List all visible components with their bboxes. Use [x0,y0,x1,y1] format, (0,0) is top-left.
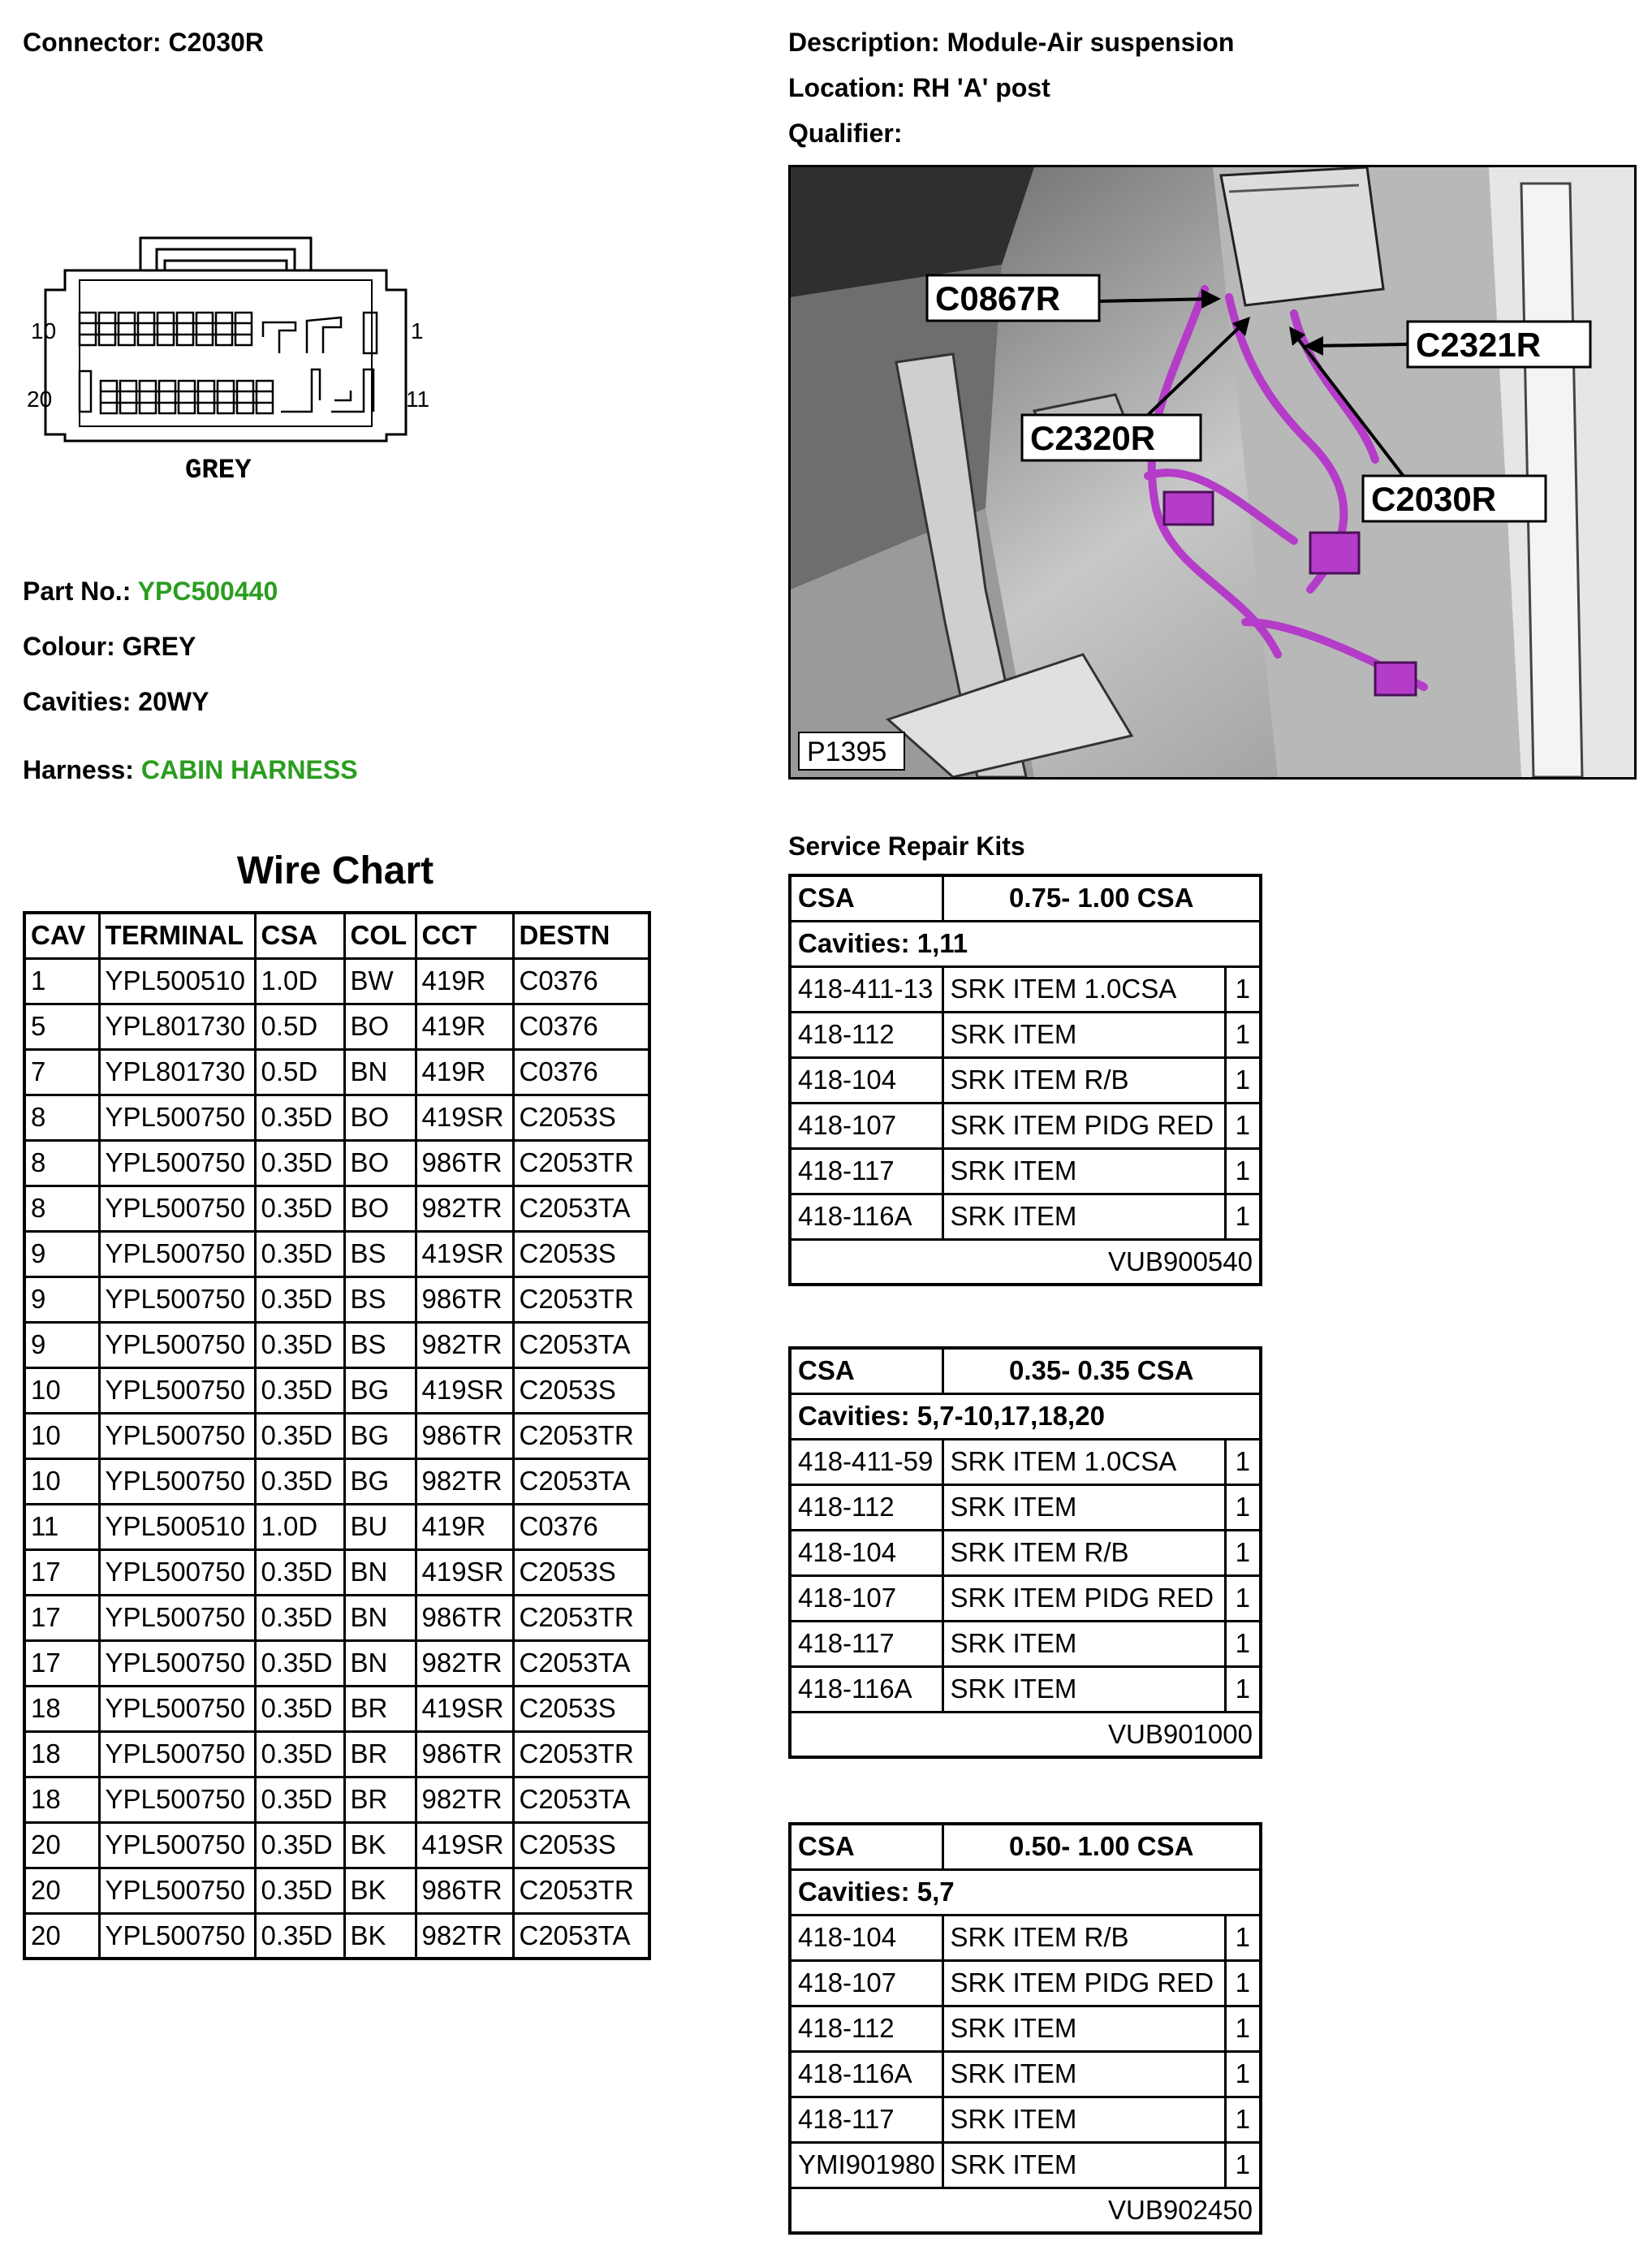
table-row [24,1549,649,1595]
kit-item-qty: 1 [1225,1194,1261,1239]
cell-cct: 419R [416,1504,513,1549]
cell-cav: 8 [24,1186,99,1231]
table-row [24,1777,649,1822]
cell-cav: 8 [24,1095,99,1140]
cell-cct: 419SR [416,1686,513,1731]
cell-cct: 419SR [416,1095,513,1140]
kit-item-qty: 1 [1225,1915,1261,1960]
callout-c2030r: C2030R [1371,480,1497,518]
cell-csa: 0.35D [255,1095,344,1140]
kit-item-qty: 1 [1225,1057,1261,1103]
list-item [790,1530,1261,1575]
cell-cct: 986TR [416,1413,513,1458]
wire-chart-header-row [24,913,649,958]
col-header-destn: DESTN [513,913,649,958]
list-item [790,1012,1261,1057]
cell-cct: 419SR [416,1549,513,1595]
kit-item-part: 418-411-13 [790,966,942,1012]
kit-item-part: 418-411-59 [790,1439,942,1484]
connector-value: C2030R [168,28,264,57]
kit-item-desc: SRK ITEM [942,2051,1225,2097]
cell-cct: 419R [416,958,513,1004]
cell-cct: 419R [416,1004,513,1049]
kit-item-qty: 1 [1225,1439,1261,1484]
cell-cct: 982TR [416,1186,513,1231]
cell-destn: C2053S [513,1822,649,1868]
kit-item-qty: 1 [1225,1575,1261,1621]
cell-destn: C0376 [513,1004,649,1049]
cell-cav: 9 [24,1231,99,1276]
cell-terminal: YPL500510 [99,1504,255,1549]
kit-item-desc: SRK ITEM R/B [942,1057,1225,1103]
cell-col: BK [344,1913,416,1959]
cell-destn: C0376 [513,1049,649,1095]
cell-cav: 8 [24,1140,99,1186]
cavities-line [23,685,209,718]
cell-col: BN [344,1549,416,1595]
table-row [24,1322,649,1367]
cell-cav: 10 [24,1413,99,1458]
kit-item-qty: 1 [1225,1530,1261,1575]
qualifier-line [788,117,902,149]
kit-csa-value: 0.50- 1.00 CSA [942,1824,1261,1869]
cell-csa: 1.0D [255,958,344,1004]
harness-label: Harness: [23,755,134,784]
wire-chart-table [23,911,651,1960]
cavities-label: Cavities: [23,687,132,716]
cell-col: BG [344,1413,416,1458]
pin-top-right-number: 1 [411,318,424,343]
kit-csa-value: 0.35- 0.35 CSA [942,1348,1261,1393]
cell-terminal: YPL801730 [99,1049,255,1095]
kit-item-part: 418-117 [790,1621,942,1666]
cell-cct: 419R [416,1049,513,1095]
kit-number-row [790,1239,1261,1285]
colour-label: Colour: [23,632,115,661]
service-kit-table [788,1346,1262,1759]
table-row [24,1004,649,1049]
cell-terminal: YPL500750 [99,1231,255,1276]
cell-col: BS [344,1322,416,1367]
cell-terminal: YPL500750 [99,1186,255,1231]
cell-csa: 0.35D [255,1868,344,1913]
cell-cav: 9 [24,1276,99,1322]
cell-destn: C2053TA [513,1913,649,1959]
kit-item-qty: 1 [1225,1960,1261,2006]
list-item [790,1960,1261,2006]
kit-item-desc: SRK ITEM R/B [942,1915,1225,1960]
kit-csa-label: CSA [790,1348,942,1393]
pin-bottom-left-number: 20 [27,387,53,412]
kit-item-qty: 1 [1225,1103,1261,1148]
kit-item-qty: 1 [1225,1148,1261,1194]
cell-cct: 982TR [416,1777,513,1822]
col-header-csa: CSA [255,913,344,958]
cell-col: BG [344,1458,416,1504]
kit-csa-row [790,1348,1261,1393]
cell-csa: 0.35D [255,1822,344,1868]
kit-cavities-row [790,1869,1261,1915]
table-row [24,1367,649,1413]
cell-cav: 18 [24,1731,99,1777]
kit-item-desc: SRK ITEM [942,2006,1225,2051]
cell-terminal: YPL500750 [99,1686,255,1731]
cell-cav: 1 [24,958,99,1004]
cell-csa: 0.35D [255,1595,344,1640]
kit-number-row [790,2188,1261,2233]
list-item [790,1148,1261,1194]
harness-link[interactable]: CABIN HARNESS [140,755,358,784]
cell-cav: 20 [24,1913,99,1959]
cell-cav: 11 [24,1504,99,1549]
table-row [24,1276,649,1322]
cell-csa: 0.35D [255,1140,344,1186]
cell-destn: C2053S [513,1686,649,1731]
list-item [790,2006,1261,2051]
connector-location-photo [788,165,1637,780]
table-row [24,1095,649,1140]
kit-item-part: 418-112 [790,2006,942,2051]
table-row [24,1913,649,1959]
cell-cav: 9 [24,1322,99,1367]
cell-col: BO [344,1095,416,1140]
cell-col: BO [344,1186,416,1231]
cell-cct: 986TR [416,1595,513,1640]
cell-cct: 419SR [416,1367,513,1413]
cell-cav: 10 [24,1367,99,1413]
kit-item-part: 418-107 [790,1575,942,1621]
cell-cct: 986TR [416,1868,513,1913]
kit-item-qty: 1 [1225,2006,1261,2051]
wire-chart-title: Wire Chart [236,849,434,892]
list-item [790,2097,1261,2142]
location-line [788,71,1050,104]
kit-csa-row [790,1824,1261,1869]
kit-item-part: 418-104 [790,1915,942,1960]
cell-csa: 0.5D [255,1004,344,1049]
kit-number-row [790,1712,1261,1757]
cell-destn: C0376 [513,1504,649,1549]
cavities-value: 20WY [138,687,209,716]
connector-label: Connector: [23,28,162,57]
cell-col: BR [344,1686,416,1731]
callout-c2321r: C2321R [1416,326,1542,364]
kit-cavities: Cavities: 1,11 [790,921,1261,966]
cell-csa: 1.0D [255,1504,344,1549]
table-row [24,1868,649,1913]
cell-cav: 20 [24,1822,99,1868]
table-row [24,958,649,1004]
callout-c2320r: C2320R [1030,419,1156,457]
cell-destn: C2053S [513,1367,649,1413]
cell-destn: C2053TR [513,1731,649,1777]
connector-face-drawing [23,231,445,491]
part-no-line [23,575,278,607]
cell-csa: 0.5D [255,1049,344,1095]
cell-cct: 986TR [416,1276,513,1322]
kit-item-desc: SRK ITEM R/B [942,1530,1225,1575]
table-row [24,1140,649,1186]
drawing-colour-label: GREY [185,456,252,486]
cell-col: BR [344,1777,416,1822]
kit-item-part: 418-117 [790,1148,942,1194]
list-item [790,1915,1261,1960]
kit-item-qty: 1 [1225,1666,1261,1712]
cell-col: BR [344,1731,416,1777]
cell-destn: C2053TR [513,1140,649,1186]
cell-col: BW [344,958,416,1004]
list-item [790,1194,1261,1239]
list-item [790,1484,1261,1530]
callout-c0867r: C0867R [935,279,1061,317]
kit-item-desc: SRK ITEM PIDG RED [942,1960,1225,2006]
cell-col: BK [344,1868,416,1913]
cell-col: BU [344,1504,416,1549]
cell-col: BO [344,1004,416,1049]
cell-cav: 7 [24,1049,99,1095]
cell-csa: 0.35D [255,1640,344,1686]
kit-number: VUB902450 [790,2188,1261,2233]
cell-col: BN [344,1595,416,1640]
cell-terminal: YPL500750 [99,1549,255,1595]
kit-item-qty: 1 [1225,2097,1261,2142]
cell-destn: C2053TR [513,1868,649,1913]
cell-destn: C2053TA [513,1777,649,1822]
kit-cavities: Cavities: 5,7 [790,1869,1261,1915]
kit-item-part: 418-107 [790,1960,942,2006]
cell-destn: C2053S [513,1231,649,1276]
cell-csa: 0.35D [255,1367,344,1413]
cell-cav: 20 [24,1868,99,1913]
cell-csa: 0.35D [255,1231,344,1276]
kit-item-part: 418-112 [790,1012,942,1057]
table-row [24,1640,649,1686]
col-header-col: COL [344,913,416,958]
cell-destn: C2053TA [513,1322,649,1367]
kit-item-desc: SRK ITEM [942,1012,1225,1057]
location-label: Location: [788,73,905,102]
cell-cav: 18 [24,1686,99,1731]
pin-top-left-number: 10 [31,318,57,343]
cell-csa: 0.35D [255,1413,344,1458]
connector-heading [23,26,264,58]
kit-item-part: 418-116A [790,1194,942,1239]
kit-cavities-row [790,1393,1261,1439]
kit-item-desc: SRK ITEM [942,2142,1225,2188]
cell-cav: 10 [24,1458,99,1504]
list-item [790,1103,1261,1148]
kit-item-desc: SRK ITEM [942,1194,1225,1239]
description-value: Module-Air suspension [947,28,1235,57]
cell-cav: 18 [24,1777,99,1822]
cell-destn: C2053TA [513,1458,649,1504]
photo-ref: P1395 [807,736,887,767]
kit-item-qty: 1 [1225,1012,1261,1057]
cell-terminal: YPL500750 [99,1868,255,1913]
table-row [24,1049,649,1095]
table-row [24,1186,649,1231]
kit-item-desc: SRK ITEM [942,2097,1225,2142]
kit-item-part: 418-104 [790,1530,942,1575]
cell-col: BN [344,1049,416,1095]
kit-csa-value: 0.75- 1.00 CSA [942,875,1261,921]
kit-csa-label: CSA [790,875,942,921]
kit-item-desc: SRK ITEM [942,1621,1225,1666]
cell-terminal: YPL500750 [99,1731,255,1777]
cell-cav: 5 [24,1004,99,1049]
cell-terminal: YPL500750 [99,1367,255,1413]
kit-cavities: Cavities: 5,7-10,17,18,20 [790,1393,1261,1439]
list-item [790,1057,1261,1103]
kit-csa-row [790,875,1261,921]
cell-destn: C2053TA [513,1640,649,1686]
cell-cct: 982TR [416,1458,513,1504]
list-item [790,1621,1261,1666]
cell-terminal: YPL500750 [99,1822,255,1868]
cell-destn: C2053S [513,1095,649,1140]
cell-cct: 986TR [416,1731,513,1777]
cell-col: BN [344,1640,416,1686]
table-row [24,1731,649,1777]
kit-item-qty: 1 [1225,1484,1261,1530]
col-header-terminal: TERMINAL [99,913,255,958]
cell-cav: 17 [24,1640,99,1686]
table-row [24,1686,649,1731]
kit-item-desc: SRK ITEM 1.0CSA [942,966,1225,1012]
cell-terminal: YPL801730 [99,1004,255,1049]
description-label: Description: [788,28,940,57]
cell-csa: 0.35D [255,1686,344,1731]
harness-line [23,754,358,786]
cell-cct: 982TR [416,1913,513,1959]
list-item [790,1666,1261,1712]
cell-csa: 0.35D [255,1777,344,1822]
list-item [790,1575,1261,1621]
table-row [24,1595,649,1640]
kit-item-part: 418-107 [790,1103,942,1148]
cell-destn: C2053TR [513,1413,649,1458]
kit-item-part: 418-116A [790,2051,942,2097]
cell-terminal: YPL500750 [99,1276,255,1322]
kit-item-qty: 1 [1225,2142,1261,2188]
cell-csa: 0.35D [255,1186,344,1231]
cell-terminal: YPL500510 [99,958,255,1004]
kit-item-part: YMI901980 [790,2142,942,2188]
colour-value: GREY [122,632,196,661]
cell-csa: 0.35D [255,1458,344,1504]
cell-terminal: YPL500750 [99,1640,255,1686]
cell-terminal: YPL500750 [99,1458,255,1504]
kit-item-part: 418-104 [790,1057,942,1103]
kit-item-desc: SRK ITEM [942,1666,1225,1712]
list-item [790,2051,1261,2097]
cell-csa: 0.35D [255,1913,344,1959]
table-row [24,1504,649,1549]
kit-item-qty: 1 [1225,966,1261,1012]
cell-terminal: YPL500750 [99,1913,255,1959]
kit-item-desc: SRK ITEM PIDG RED [942,1575,1225,1621]
kit-item-part: 418-116A [790,1666,942,1712]
cell-cct: 986TR [416,1140,513,1186]
cell-destn: C0376 [513,958,649,1004]
part-no-label: Part No.: [23,577,132,606]
kit-item-qty: 1 [1225,2051,1261,2097]
cell-cct: 419SR [416,1822,513,1868]
cell-destn: C2053TA [513,1186,649,1231]
list-item [790,1439,1261,1484]
location-value: RH 'A' post [912,73,1050,102]
cell-destn: C2053TR [513,1276,649,1322]
cell-terminal: YPL500750 [99,1777,255,1822]
kit-item-desc: SRK ITEM [942,1484,1225,1530]
cell-terminal: YPL500750 [99,1322,255,1367]
cell-terminal: YPL500750 [99,1140,255,1186]
kit-item-desc: SRK ITEM [942,1148,1225,1194]
cell-cav: 17 [24,1595,99,1640]
qualifier-label: Qualifier: [788,119,903,148]
service-kit-table [788,1822,1262,2235]
description-line [788,26,1234,58]
cell-cav: 17 [24,1549,99,1595]
cell-csa: 0.35D [255,1322,344,1367]
cell-destn: C2053S [513,1549,649,1595]
kit-number: VUB900540 [790,1239,1261,1285]
cell-terminal: YPL500750 [99,1095,255,1140]
cell-cct: 419SR [416,1231,513,1276]
cell-cct: 982TR [416,1322,513,1367]
kit-number: VUB901000 [790,1712,1261,1757]
cell-destn: C2053TR [513,1595,649,1640]
kit-csa-label: CSA [790,1824,942,1869]
kit-item-desc: SRK ITEM 1.0CSA [942,1439,1225,1484]
table-row [24,1458,649,1504]
col-header-cct: CCT [416,913,513,958]
cell-col: BK [344,1822,416,1868]
table-row [24,1231,649,1276]
kit-cavities-row [790,921,1261,966]
cell-cct: 982TR [416,1640,513,1686]
kit-item-qty: 1 [1225,1621,1261,1666]
cell-csa: 0.35D [255,1731,344,1777]
list-item [790,2142,1261,2188]
cell-terminal: YPL500750 [99,1595,255,1640]
cell-col: BS [344,1276,416,1322]
table-row [24,1822,649,1868]
cell-csa: 0.35D [255,1276,344,1322]
list-item [790,966,1261,1012]
kit-item-desc: SRK ITEM PIDG RED [942,1103,1225,1148]
pin-bottom-right-number: 11 [406,387,430,412]
col-header-cav: CAV [24,913,99,958]
cell-col: BO [344,1140,416,1186]
cell-col: BG [344,1367,416,1413]
cell-terminal: YPL500750 [99,1413,255,1458]
kit-item-part: 418-112 [790,1484,942,1530]
cell-csa: 0.35D [255,1549,344,1595]
service-kits-title: Service Repair Kits [788,831,1025,861]
table-row [24,1413,649,1458]
part-no-link[interactable]: YPC500440 [137,577,278,606]
kit-item-part: 418-117 [790,2097,942,2142]
service-kit-table [788,874,1262,1286]
colour-line [23,630,196,663]
cell-col: BS [344,1231,416,1276]
